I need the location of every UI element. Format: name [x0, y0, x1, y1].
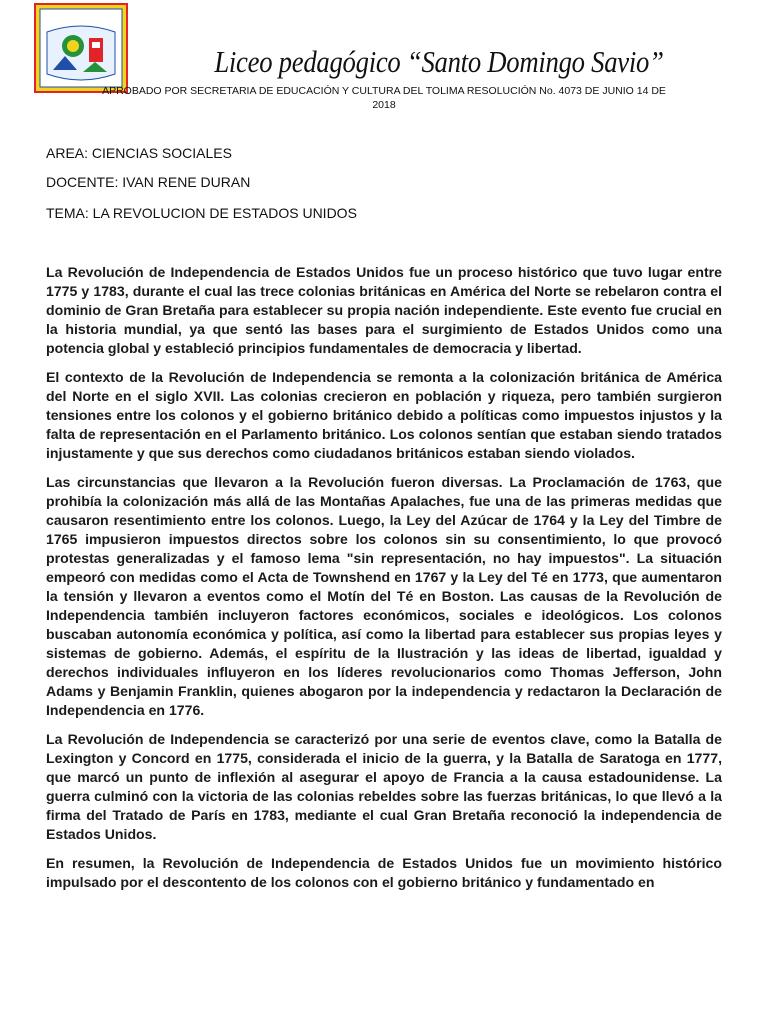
paragraph-intro: La Revolución de Independencia de Estados Unidos fue un proceso histórico que tuvo lugar entre 1775 y 1783, durante el cual las trece colonias británicas en América del Norte se rebelaron contra el dominio de Gran Bretaña para establecer su propia nación independiente. Este evento fue crucial en la historia mundial, ya que sentó las bases para el surgimiento de Estados Unidos como una potencia global y estableció principios fundamentales de democracia y libertad. [46, 264, 722, 356]
school-title: Liceo pedagógico “Santo Domingo Savio” [214, 44, 664, 79]
docente-field: DOCENTE: IVAN RENE DURAN [46, 174, 251, 190]
school-crest-icon [33, 2, 129, 94]
paragraph-events: La Revolución de Independencia se caracterizó por una serie de eventos clave, como la Batalla de Lexington y Concord en 1775, considerada el inicio de la guerra, y la Batalla de Saratoga en 1777, que marcó un punto de inflexión al asegurar el apoyo de Francia a la causa estadounidense. La guerra culminó con la victoria de las colonias rebeldes sobre las fuerzas británicas, lo que llevó a la firma del Tratado de París en 1783, mediante el cual Gran Bretaña reconoció la independencia de Estados Unidos. [46, 731, 722, 842]
tema-field: TEMA: LA REVOLUCION DE ESTADOS UNIDOS [46, 205, 357, 221]
paragraph-causes: Las circunstancias que llevaron a la Revolución fueron diversas. La Proclamación de 1763, que prohibía la colonización más allá de las Montañas Apalaches, fue una de las primeras medidas que causaron resentimiento entre los colonos. Luego, la Ley del Azúcar de 1764 y la Ley del Timbre de 1765 impusieron impuestos directos sobre los colonos sin su consentimiento, lo que provocó protestas generalizadas y el famoso lema "sin representación, no hay impuestos". La situación empeoró con medidas como el Acta de Townshend en 1767 y la Ley del Té en 1773, que aumentaron la tensión y llevaron a eventos como el Motín del Té en Boston. Las causas de la Revolución de Independencia también incluyeron factores económicos, sociales e ideológicos. Los colonos buscaban autonomía económica y política, así como la libertad para establecer sus propias leyes y sistemas de gobierno. Además, el espíritu de la Ilustración y las ideas de libertad, igualdad y derechos individuales influyeron en los líderes revolucionarios como Thomas Jefferson, John Adams y Benjamin Franklin, quienes abogaron por la independencia y redactaron la Declaración de Independencia en 1776. [46, 474, 722, 718]
paragraph-context: El contexto de la Revolución de Independencia se remonta a la colonización británica de América del Norte en el siglo XVII. Las colonias crecieron en población y riqueza, pero también surgieron tensiones entre los colonos y el gobierno británico debido a políticas como impuestos injustos y la falta de representación en el Parlamento británico. Los colonos sentían que estaban siendo tratados injustamente y que sus derechos como ciudadanos británicos estaban siendo violados. [46, 369, 722, 461]
school-logo [33, 2, 129, 94]
document-body [46, 263, 722, 902]
area-field: AREA: CIENCIAS SOCIALES [46, 145, 232, 161]
paragraph-summary: En resumen, la Revolución de Independencia de Estados Unidos fue un movimiento histórico impulsado por el descontento de los colonos con el gobierno británico y fundamentado en [46, 855, 722, 890]
approval-resolution: APROBADO POR SECRETARIA DE EDUCACIÓN Y CULTURA DEL TOLIMA RESOLUCIÓN No. 4073 DE JUNIO 14 DE 2018 [102, 85, 666, 111]
